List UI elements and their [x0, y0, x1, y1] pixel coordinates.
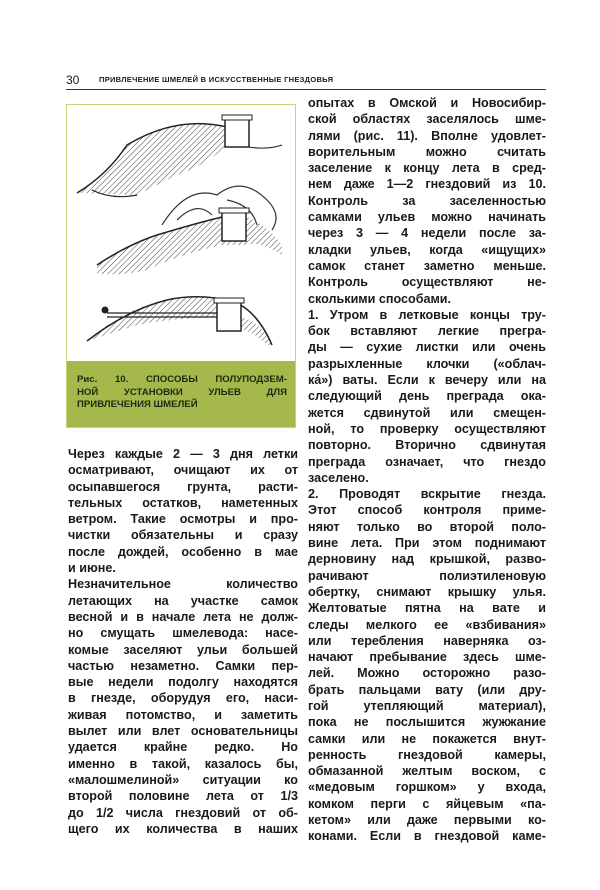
text-line: рачивают полиэтиленовую — [308, 568, 546, 583]
text-line: лями (рис. 11). Вполне удовлет- — [308, 128, 546, 143]
text-line: вые недели подолгу находятся — [68, 675, 298, 690]
text-line: частью незаметно. Самки пер- — [68, 658, 298, 673]
text-line: самки или не покажется внут- — [308, 731, 546, 746]
text-line: опытах в Омской и Новосибир- — [308, 96, 546, 110]
text-line: второй половине лета от 1/3 — [68, 789, 298, 804]
text-line: комые заселяют ульи большей — [68, 642, 298, 657]
text-line: конами. Если в гнездовой каме- — [308, 829, 546, 844]
page-header — [66, 73, 546, 90]
text-line: именно в такой, казалось бы, — [68, 756, 298, 771]
text-line: Контроль осуществляют не- — [308, 275, 546, 290]
text-line: бок вставляют легкие прегра- — [308, 324, 546, 339]
caption-line: НОЙ УСТАНОВКИ УЛЬЕВ ДЛЯ — [77, 386, 287, 398]
text-line: чистки обязательны и сразу — [68, 528, 298, 543]
text-line: обертку, снимают крышку улья. — [308, 584, 546, 599]
text-line: ной, то проверку осуществляют — [308, 421, 546, 436]
text-line: Через каждые 2 — 3 дня летки — [68, 447, 298, 461]
page-number: 30 — [66, 73, 80, 87]
text-line: в гнезде, оборудуя его, наси- — [68, 691, 298, 706]
text-line: няют только во второй поло- — [308, 519, 546, 534]
text-line: Незначительное количество — [68, 577, 298, 592]
left-text-column — [68, 446, 298, 837]
bumblebee-icon — [102, 307, 109, 314]
text-line: через 3 — 4 недели после за- — [308, 226, 546, 241]
text-line: сколькими способами. — [308, 291, 452, 306]
text-line: начают пребывание здесь шме- — [308, 650, 546, 665]
text-line: жется сдвинутой или смещен- — [308, 405, 546, 420]
figure-10 — [66, 104, 296, 428]
text-line: повторно. Вторично сдвинутая — [308, 438, 546, 453]
text-line: и июне. — [68, 561, 116, 576]
text-line: Желтоватые пятна на вате и — [308, 601, 546, 616]
text-line: кладки ульев, когда «ищущих» — [308, 242, 546, 257]
text-line: Этот способ контроля приме- — [308, 503, 546, 518]
text-line: обмазанной желтым воском, с — [308, 764, 546, 779]
text-line: брать пальцами вату (или дру- — [308, 682, 546, 697]
text-line: 1. Утром в летковые концы тру- — [308, 307, 546, 322]
text-line: живая потомство, и заметить — [68, 707, 298, 722]
hive-installation-illustration — [67, 105, 295, 361]
text-line: «малошмелиной» ситуации ко — [68, 772, 298, 787]
text-line: удается крайне редко. Но — [68, 740, 298, 755]
text-line: заселение к концу лета в сред- — [308, 161, 546, 176]
text-line: вине лета. При этом поднимают — [308, 536, 546, 551]
text-line: или теребления наверняка оз- — [308, 633, 546, 648]
scene-hill-hive-1 — [77, 115, 282, 197]
text-line: нем даже 1—2 гнездовий из 10. — [308, 177, 546, 192]
text-line: самками ульев можно начинать — [308, 210, 546, 225]
text-line: ской областях заселялось шме- — [308, 112, 546, 127]
caption-line: ПРИВЛЕЧЕНИЯ ШМЕЛЕЙ — [77, 399, 198, 410]
text-line: кетом» или даже первыми ко- — [308, 813, 546, 828]
text-line: после дождей, особенно в мае — [68, 544, 298, 559]
text-line: самок станет заметно меньше. — [308, 258, 546, 273]
text-line: до 1/2 числа гнездовий от об- — [68, 805, 298, 820]
text-line: но смущать шмелевода: насе- — [68, 626, 298, 641]
text-line: пока не послышится жужжание — [308, 715, 546, 730]
text-line: летающих на участке самок — [68, 593, 298, 608]
text-line: гой утепляющий материал), — [308, 698, 546, 713]
running-title: ПРИВЛЕЧЕНИЕ ШМЕЛЕЙ В ИСКУССТВЕННЫЕ ГНЕЗДОВЬЯ — [99, 75, 334, 84]
text-line: дерновину над крышкой, разво- — [308, 552, 546, 567]
text-line: ка́») ваты. Если к вечеру или на — [308, 373, 546, 388]
text-line: следующий день преграда ока- — [308, 389, 546, 404]
text-line: 2. Проводят вскрытие гнезда. — [308, 487, 546, 502]
text-line: преграда означает, что гнездо — [308, 454, 546, 469]
text-line: ды — сухие листки или очень — [308, 340, 546, 355]
text-line: осматривают, очищают их от — [68, 463, 298, 478]
text-line: осыпавшегося грунта, расти- — [68, 479, 298, 494]
text-line: заселено. — [308, 470, 369, 485]
text-line: ворительным можно считать — [308, 144, 546, 159]
text-line: разрыхленные клочки («облач- — [308, 356, 546, 371]
scene-bush-hive-2 — [97, 186, 282, 274]
right-text-column — [308, 95, 546, 845]
figure-caption — [67, 361, 295, 427]
text-line: тельных остатков, наметенных — [68, 495, 298, 510]
caption-line: Рис. 10. СПОСОБЫ ПОЛУПОДЗЕМ- — [77, 374, 287, 385]
text-line: вылет или влет основательницы — [68, 724, 298, 739]
scene-mound-hive-3 — [87, 296, 272, 345]
text-line: комком перги с яйцевым «па- — [308, 796, 546, 811]
text-line: Контроль за заселенностью — [308, 193, 546, 208]
text-line: ветром. Такие осмотры и про- — [68, 512, 298, 527]
text-line: весной и в начале лета не долж- — [68, 609, 298, 624]
text-line: «медовым горшком» у входа, — [308, 780, 546, 795]
text-line: следы мелкого ее «взбивания» — [308, 617, 546, 632]
text-line: лей. Можно осторожно разо- — [308, 666, 546, 681]
text-line: ренность гнездовой камеры, — [308, 747, 546, 762]
text-line: щего их количества в наших — [68, 821, 298, 836]
